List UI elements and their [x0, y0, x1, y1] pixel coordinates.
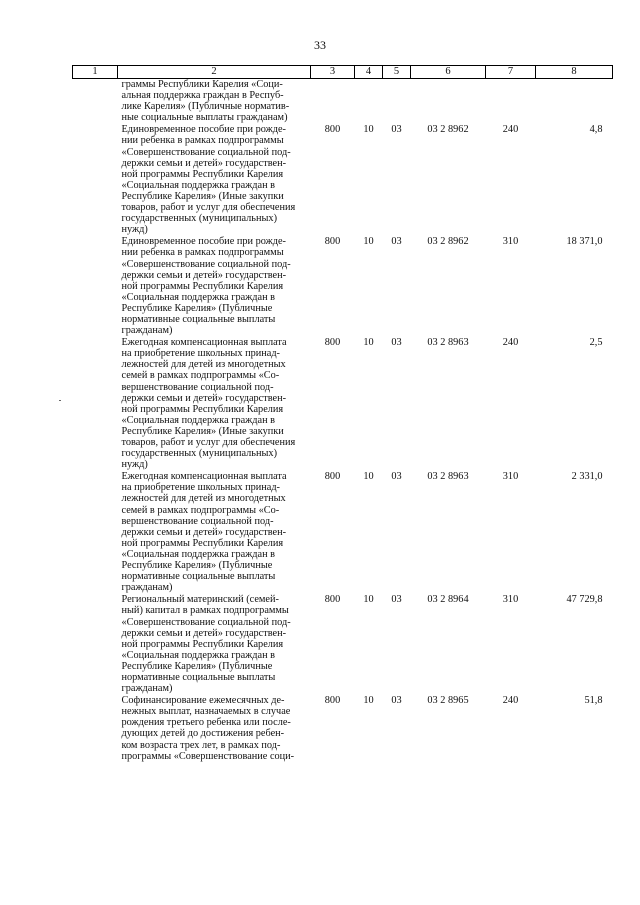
row-description: Ежегодная компенсационная выплата на приобретение школьных принад- лежностей для детей из многодетных семей в рамках подпрограммы «Со- вершенствование социальной под- держки семьи и детей» государствен- ной программы Республики Карелия «Социальная поддержка граждан в Республике Карелия» (Публичные нормативные социальные выплаты гражданам): [121, 471, 287, 594]
row-target-article: 03 2 8964: [427, 594, 469, 606]
table-header-row: [73, 66, 613, 79]
row-amount: 51,8: [584, 695, 603, 707]
row-target-article: 03 2 8963: [427, 337, 469, 349]
row-section-code: 10: [363, 124, 374, 136]
row-ministry-code: 800: [324, 471, 341, 483]
row-section-code: 10: [363, 695, 374, 707]
row-target-article: 03 2 8962: [427, 236, 469, 248]
row-subsection-code: 03: [391, 471, 402, 483]
row-subsection-code: 03: [391, 124, 402, 136]
row-ministry-code: 800: [324, 337, 341, 349]
row-description: Софинансирование ежемесячных де- нежных выплат, назначаемых в случае рождения третьего ребенка или после- дующих детей до достижения ребен- ком возраста трех лет, в рамках под- программы «Совершенствование соци-: [121, 695, 295, 762]
header-col-3: 3: [311, 66, 355, 79]
table-row: [73, 124, 613, 236]
header-col-2: 2: [118, 66, 311, 79]
header-col-7: 7: [486, 66, 536, 79]
table-row: [73, 594, 613, 695]
row-expense-type: 310: [502, 236, 519, 248]
row-amount: 2 331,0: [571, 471, 603, 483]
row-expense-type: 310: [502, 594, 519, 606]
row-subsection-code: 03: [391, 236, 402, 248]
row-target-article: 03 2 8963: [427, 471, 469, 483]
header-col-8: 8: [536, 66, 613, 79]
header-col-6: 6: [411, 66, 486, 79]
continued-description: граммы Республики Карелия «Соци- альная поддержка граждан в Респуб- лике Карелия» (Публичные норматив- ные социальные выплаты гражданам): [121, 79, 290, 124]
row-expense-type: 240: [502, 695, 519, 707]
row-amount: 47 729,8: [566, 594, 603, 606]
table-row: [73, 337, 613, 471]
budget-table: [72, 65, 613, 763]
row-section-code: 10: [363, 471, 374, 483]
row-target-article: 03 2 8965: [427, 695, 469, 707]
row-amount: 2,5: [589, 337, 603, 349]
row-amount: 18 371,0: [566, 236, 603, 248]
header-col-1: 1: [73, 66, 118, 79]
table-row-continued: [73, 79, 613, 125]
header-col-5: 5: [383, 66, 411, 79]
row-subsection-code: 03: [391, 337, 402, 349]
row-subsection-code: 03: [391, 594, 402, 606]
row-description: Единовременное пособие при рожде- нии ребенка в рамках подпрограммы «Совершенствование социальной под- держки семьи и детей» государствен- ной программы Республики Карелия «Социальная поддержка граждан в Республике Карелия» (Иные закупки товаров, работ и услуг для обеспечения государственных (муниципальных) нужд): [121, 124, 296, 236]
row-target-article: 03 2 8962: [427, 124, 469, 136]
row-subsection-code: 03: [391, 695, 402, 707]
row-expense-type: 240: [502, 337, 519, 349]
row-description: Единовременное пособие при рожде- нии ребенка в рамках подпрограммы «Совершенствование социальной под- держки семьи и детей» государствен- ной программы Республики Карелия «Социальная поддержка граждан в Республике Карелия» (Публичные нормативные социальные выплаты гражданам): [121, 236, 291, 337]
row-section-code: 10: [363, 594, 374, 606]
row-expense-type: 310: [502, 471, 519, 483]
row-amount: 4,8: [589, 124, 603, 136]
row-ministry-code: 800: [324, 236, 341, 248]
row-section-code: 10: [363, 236, 374, 248]
row-ministry-code: 800: [324, 594, 341, 606]
header-col-4: 4: [355, 66, 383, 79]
row-ministry-code: 800: [324, 124, 341, 136]
table-row: [73, 236, 613, 337]
row-description: Региональный материнский (семей- ный) капитал в рамках подпрограммы «Совершенствование социальной под- держки семьи и детей» государствен- ной программы Республики Карелия «Социальная поддержка граждан в Республике Карелия» (Публичные нормативные социальные выплаты гражданам): [121, 594, 291, 695]
table-row: [73, 471, 613, 594]
row-description: Ежегодная компенсационная выплата на приобретение школьных принад- лежностей для детей из многодетных семей в рамках подпрограммы «Со- вершенствование социальной под- держки семьи и детей» государствен- ной программы Республики Карелия «Социальная поддержка граждан в Республике Карелия» (Иные закупки товаров, работ и услуг для обеспечения государственных (муниципальных) нужд): [121, 337, 296, 471]
page-number: 33: [314, 38, 326, 52]
scan-artifact: [59, 400, 61, 401]
row-section-code: 10: [363, 337, 374, 349]
row-ministry-code: 800: [324, 695, 341, 707]
table-row: [73, 695, 613, 763]
row-expense-type: 240: [502, 124, 519, 136]
